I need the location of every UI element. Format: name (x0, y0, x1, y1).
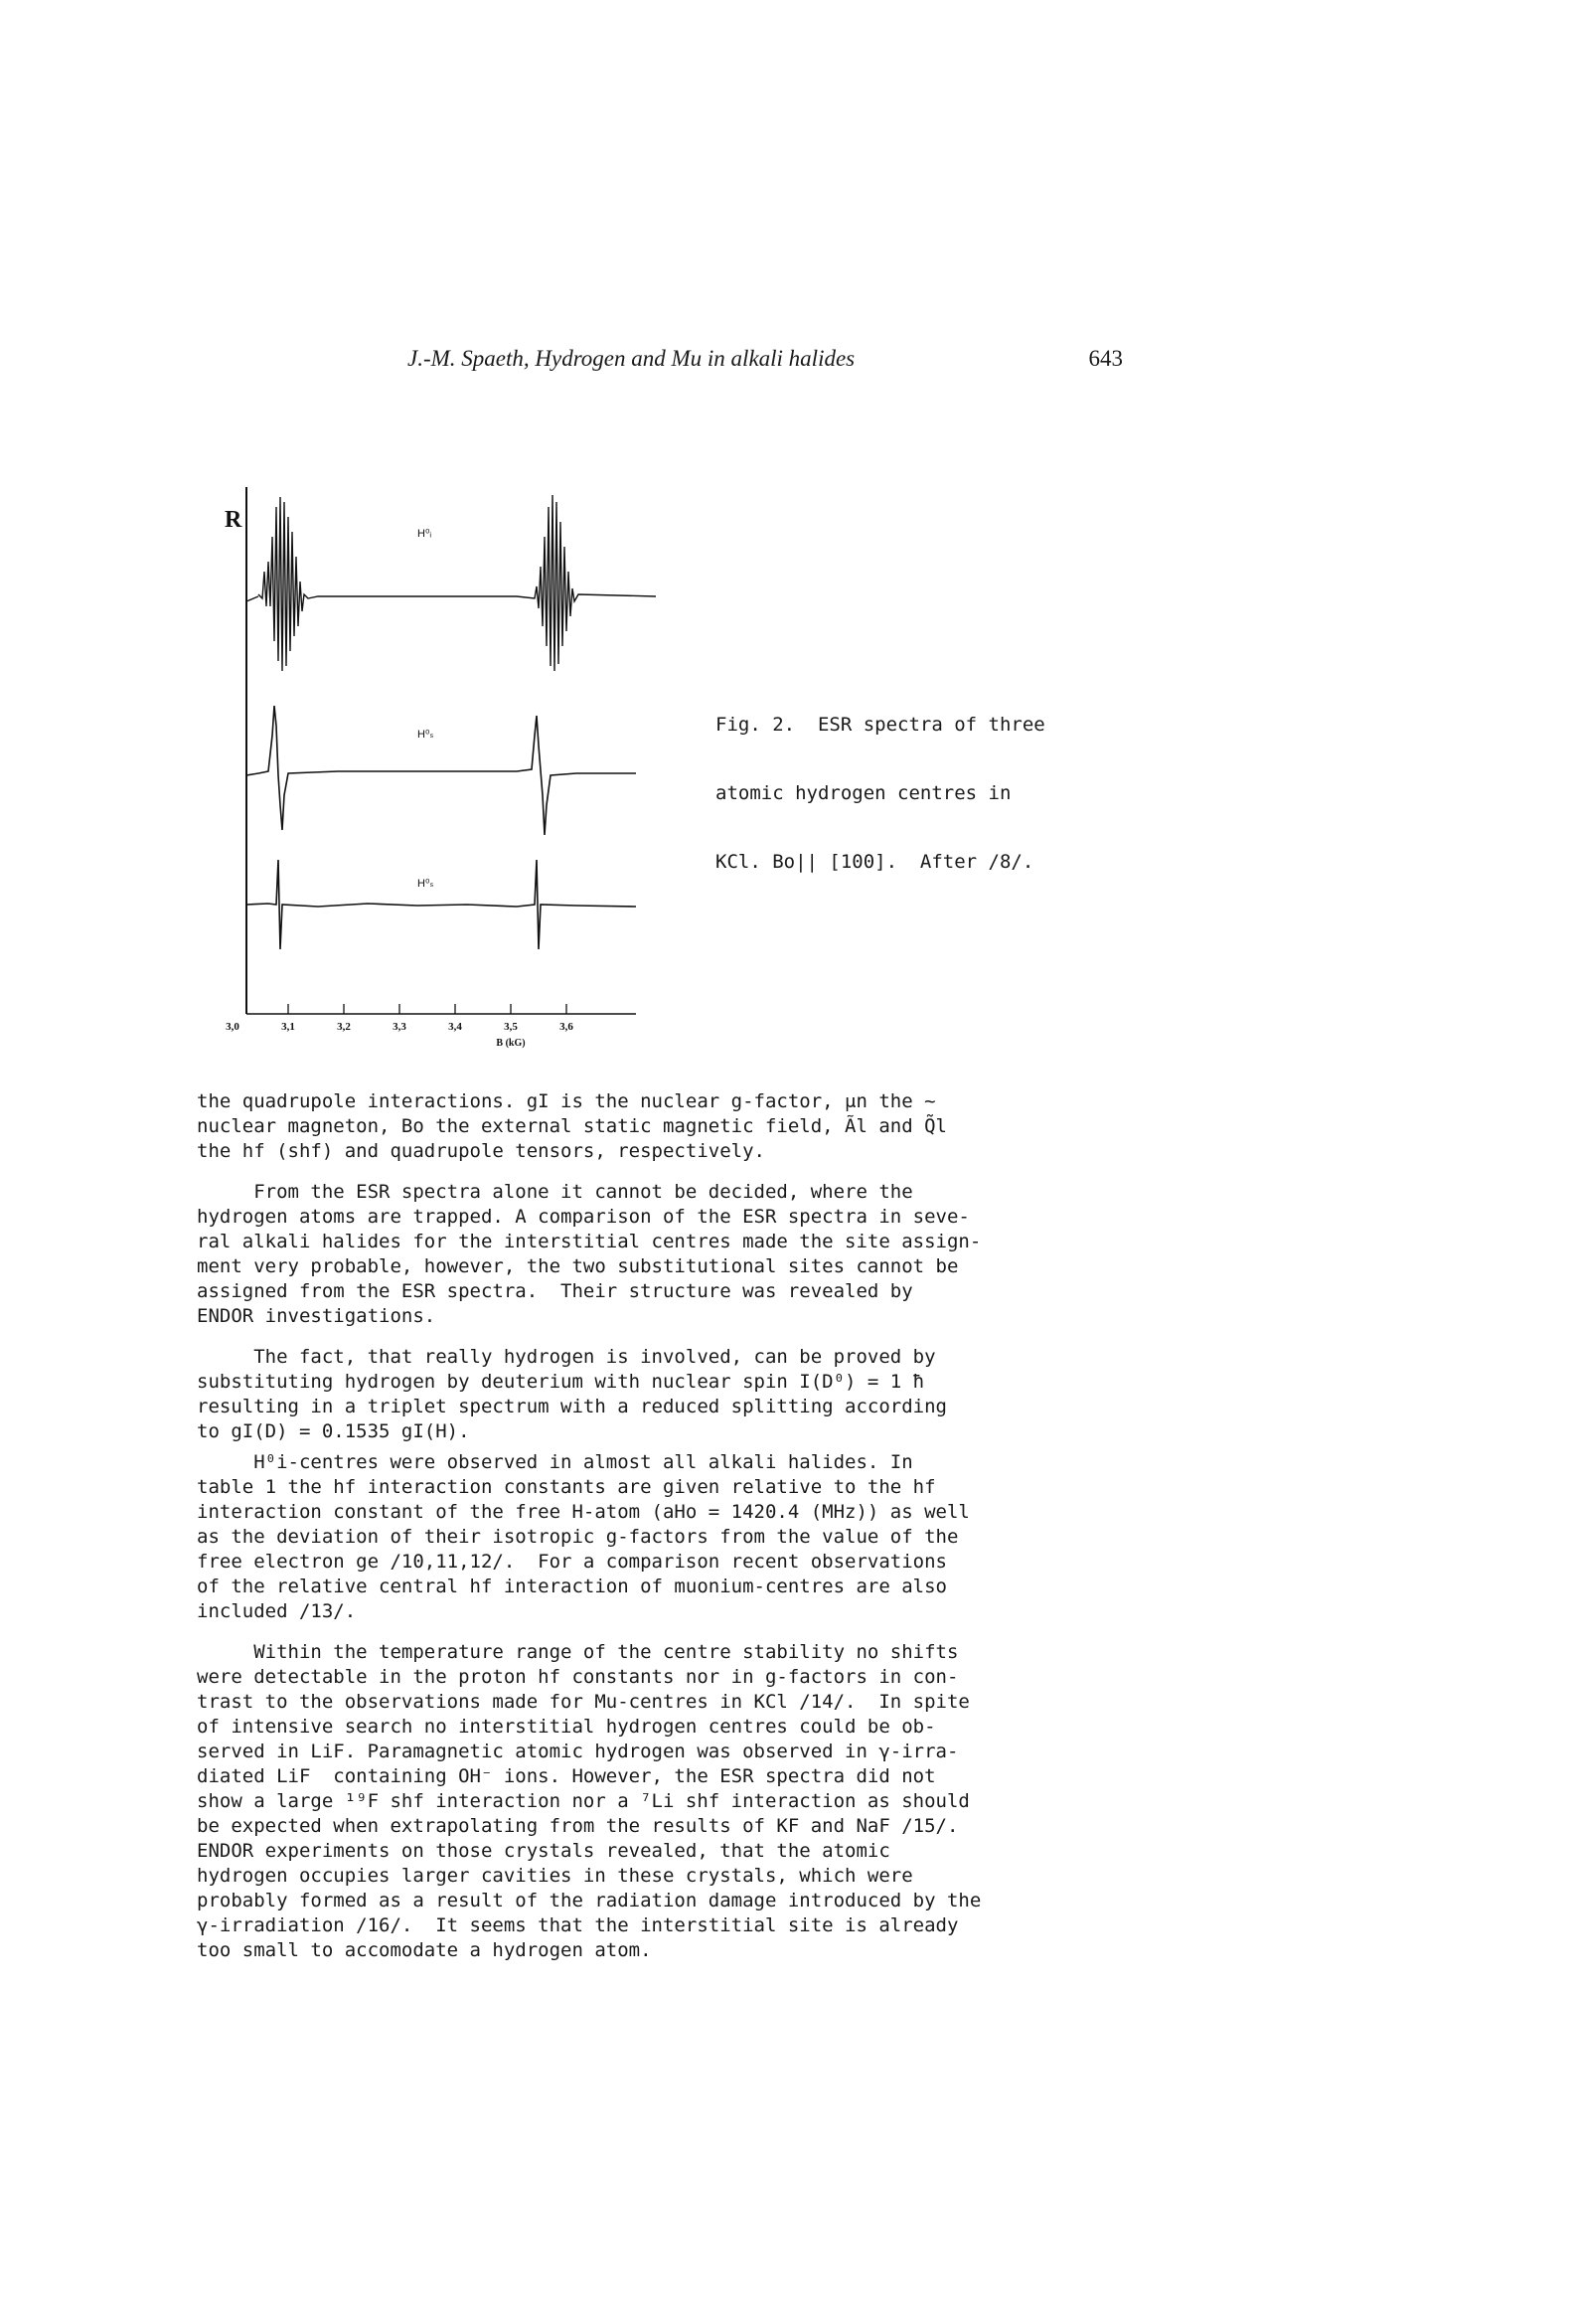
trace-hs (246, 706, 636, 835)
paragraph: the quadrupole interactions. gI is the nuclear g-factor, μn the ~ nuclear magneton, Bo the external static magnetic field, Ãl and Q̃l the hf (shf) and quadrupole tensors, respectively. (197, 1090, 947, 1162)
x-tick-marks (288, 1004, 566, 1014)
x-tick-label: 3,4 (448, 1021, 462, 1033)
page-number: 643 (1088, 346, 1123, 371)
x-tick-label: 3,1 (281, 1021, 295, 1033)
trace-label-hi: H⁰ᵢ (417, 528, 432, 540)
paragraph: Within the temperature range of the centre stability no shifts were detectable in the proton hf constants nor in g-factors in con- trast to the observations made for Mu-centres in KCl /14/. In spite of intensive search no interstitial hydrogen centres could be ob- served in LiF. Paramagnetic atomic hydrogen was observed in γ-irra- diated LiF containing OH⁻ ions. However, the ESR spectra did not show a large ¹⁹F shf interaction nor a ⁷Li shf interaction as should be expected when extrapolating from the results of KF and NaF /15/. ENDOR experiments on those crystals revealed, that the atomic hydrogen occupies larger cavities in these crystals, which were probably formed as a result of the radiation damage introduced by the γ-irradiation /16/. It seems that the interstitial site is already too small to accomodate a hydrogen atom. (197, 1641, 982, 1961)
caption-line: Fig. 2. ESR spectra of three (715, 714, 1045, 736)
trace-label-hs: H⁰ₛ (417, 729, 434, 741)
paragraph: H⁰i-centres were observed in almost all alkali halides. In table 1 the hf interaction constants are given relative to the hf interaction constant of the free H-atom (aHo = 1420.4 (MHz)) as well as the deviation of their isotropic g-factors from the value of the free electron ge /10,11,12/. For a comparison recent observations of the relative central hf interaction of muonium-centres are also included /13/. (197, 1451, 970, 1622)
x-axis-label: B (kG) (496, 1038, 526, 1049)
x-tick-label: 3,5 (504, 1021, 518, 1033)
y-axis-label: R (225, 507, 242, 533)
running-head (407, 346, 1123, 382)
trace-label-ha: H⁰ₛ (417, 878, 434, 890)
x-tick-label: 3,2 (337, 1021, 351, 1033)
paragraph: The fact, that really hydrogen is involved, can be proved by substituting hydrogen by deuterium with nuclear spin I(D⁰) = 1 ħ resulting in a triplet spectrum with a reduced splitting according to gI(D) = 0.1535 gI(H). (197, 1346, 947, 1442)
x-tick-label: 3,3 (393, 1021, 406, 1033)
x-tick-label: 3,0 (226, 1021, 239, 1033)
esr-spectra-plot (219, 477, 686, 1054)
trace-ha (246, 860, 636, 949)
paragraph: From the ESR spectra alone it cannot be decided, where the hydrogen atoms are trapped. A comparison of the ESR spectra in seve- ral alkali halides for the interstitial centres made the site assign- ment very probable, however, the two substitutional sites cannot be assigned from the ESR spectra. Their structure was revealed by ENDOR investigations. (197, 1181, 982, 1327)
esr-spectra-figure (219, 477, 686, 1054)
running-head-title: J.-M. Spaeth, Hydrogen and Mu in alkali halides (407, 346, 856, 371)
caption-line: atomic hydrogen centres in (715, 782, 1012, 804)
x-tick-label: 3,6 (559, 1021, 573, 1033)
trace-hi (246, 495, 656, 671)
body-text (197, 1089, 1151, 1979)
figure-caption (715, 668, 1133, 897)
caption-line: KCl. Bo|| [100]. After /8/. (715, 851, 1034, 873)
